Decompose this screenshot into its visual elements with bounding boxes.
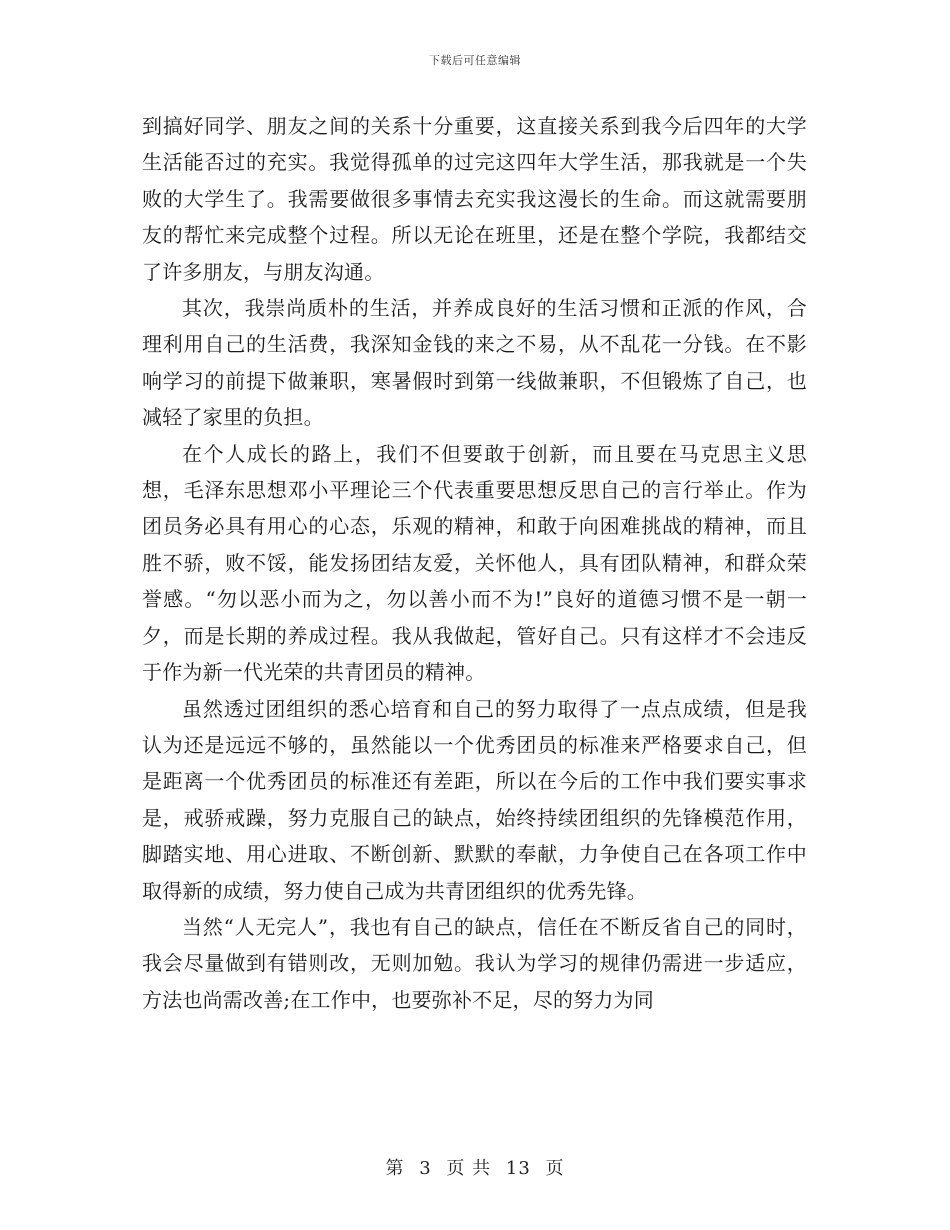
current-page-number: 3	[419, 1158, 432, 1179]
document-body	[142, 108, 807, 1018]
page-footer	[0, 1154, 950, 1180]
footer-middle: 页 共	[446, 1158, 492, 1179]
paragraph: 虽然透过团组织的悉心培育和自己的努力取得了一点点成绩，但是我认为还是远远不够的，虽然能以一个优秀团员的标准来严格要求自己，但是距离一个优秀团员的标准还有差距，所以在今后的工作中我们要实事求是，戒骄戒躁，努力克服自己的缺点，始终持续团组织的先锋模范作用，脚踏实地、用心进取、不断创新、默默的奉献，力争使自己在各项工作中取得新的成绩，努力使自己成为共青团组织的优秀先锋。	[142, 696, 807, 903]
paragraph: 其次，我崇尚质朴的生活，并养成良好的生活习惯和正派的作风，合理利用自己的生活费，我深知金钱的来之不易，从不乱花一分钱。在不影响学习的前提下做兼职，寒暑假时到第一线做兼职，不但锻炼了自己，也减轻了家里的负担。	[142, 296, 807, 430]
paragraph-continuation: 到搞好同学、朋友之间的关系十分重要，这直接关系到我今后四年的大学生活能否过的充实。我觉得孤单的过完这四年大学生活，那我就是一个失败的大学生了。我需要做很多事情去充实我这漫长的生命。而这就需要朋友的帮忙来完成整个过程。所以无论在班里，还是在整个学院，我都结交了许多朋友，与朋友沟通。	[142, 114, 807, 284]
footer-suffix: 页	[545, 1158, 565, 1179]
paragraph: 当然“人无完人”，我也有自己的缺点，信任在不断反省自己的同时，我会尽量做到有错则改，无则加勉。我认为学习的规律仍需进一步适应，方法也尚需改善;在工作中，也要弥补不足，尽的努力为同	[142, 914, 807, 1012]
footer-prefix: 第	[385, 1158, 405, 1179]
total-pages-number: 13	[505, 1158, 531, 1179]
page-header: 下载后可任意编辑	[429, 54, 521, 67]
paragraph: 在个人成长的路上，我们不但要敢于创新，而且要在马克思主义思想，毛泽东思想邓小平理论三个代表重要思想反思自己的言行举止。作为团员务必具有用心的心态，乐观的精神，和敢于向困难挑战的精神，而且胜不骄，败不馁，能发扬团结友爱，关怀他人，具有团队精神，和群众荣誉感。“勿以恶小而为之，勿以善小而不为!”良好的道德习惯不是一朝一夕，而是长期的养成过程。我从我做起，管好自己。只有这样才不会违反于作为新一代光荣的共青团员的精神。	[142, 441, 807, 685]
